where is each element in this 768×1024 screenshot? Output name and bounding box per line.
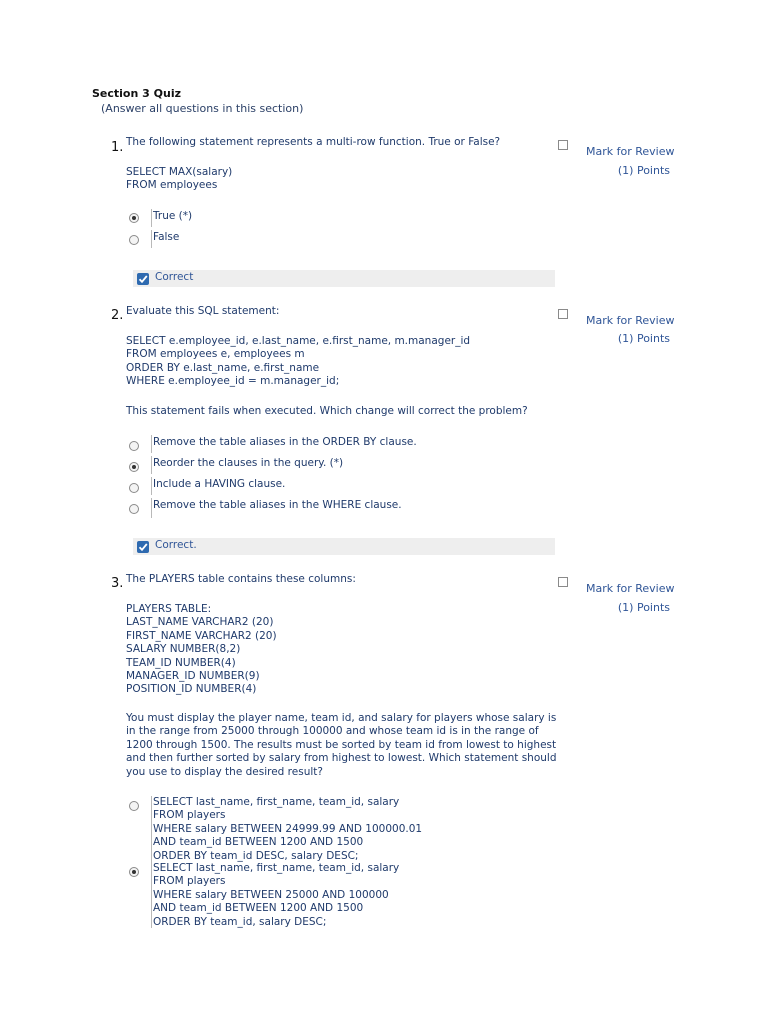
option-label-1: SELECT last_name, first_name, team_id, salary FROM players WHERE salary BETWEEN 24999.99 AND 100000.01 AND team_id BETWEEN 1200 AND 1500 ORDER BY team_id DESC, salary DESC; — [153, 796, 423, 862]
question-code: PLAYERS TABLE: LAST_NAME VARCHAR2 (20) FIRST_NAME VARCHAR2 (20) SALARY NUMBER(8,2) TEAM_ID NUMBER(4) MANAGER_ID NUMBER(9) POSITION_ID NUMBER(4) — [126, 603, 277, 696]
option-label-1: Remove the table aliases in the ORDER BY clause. — [153, 436, 417, 448]
option-radio-4[interactable] — [129, 504, 139, 514]
option-divider — [151, 230, 152, 248]
section-title: Section 3 Quiz — [92, 87, 181, 100]
question-code: SELECT e.employee_id, e.last_name, e.first_name, m.manager_id FROM employees e, employees m ORDER BY e.last_name, e.first_name WHERE e.employee_id = m.manager_id; — [126, 335, 471, 388]
option-divider — [151, 456, 152, 474]
question-prompt: Evaluate this SQL statement: — [126, 305, 280, 317]
feedback-bar — [133, 270, 555, 287]
option-radio-1[interactable] — [129, 213, 139, 223]
selected-dot — [132, 216, 136, 220]
option-label-2: False — [153, 231, 180, 243]
mark-for-review-checkbox[interactable] — [558, 140, 568, 150]
option-divider — [151, 209, 152, 227]
question-text: This statement fails when executed. Which change will correct the problem? — [126, 405, 528, 417]
option-divider — [151, 435, 152, 453]
option-label-2: Reorder the clauses in the query. (*) — [153, 457, 344, 469]
option-label-1: True (*) — [153, 210, 193, 222]
option-radio-2[interactable] — [129, 462, 139, 472]
question-code: SELECT MAX(salary) FROM employees — [126, 166, 233, 192]
selected-dot — [132, 465, 136, 469]
question-number: 1. — [111, 140, 124, 155]
mark-for-review-checkbox[interactable] — [558, 577, 568, 587]
question-text: You must display the player name, team id, and salary for players whose salary is in the range from 25000 through 100000 and whose team id is in the range of 1200 through 1500. The results must be sorted by team id from lowest to highest and then further sorted by salary from highest to lowest. Which statement should you use to display the desired result? — [126, 712, 557, 778]
option-radio-2[interactable] — [129, 867, 139, 877]
option-radio-1[interactable] — [129, 441, 139, 451]
question-number: 2. — [111, 308, 124, 323]
option-radio-2[interactable] — [129, 235, 139, 245]
mark-for-review-checkbox[interactable] — [558, 309, 568, 319]
option-radio-3[interactable] — [129, 483, 139, 493]
section-subtitle: (Answer all questions in this section) — [101, 102, 304, 115]
option-label-3: Include a HAVING clause. — [153, 478, 286, 490]
option-divider — [151, 796, 152, 862]
feedback-bar — [133, 538, 555, 555]
checkmark-icon — [137, 273, 149, 285]
option-divider — [151, 477, 152, 495]
question-prompt: The PLAYERS table contains these columns: — [126, 573, 356, 585]
mark-for-review-label[interactable]: Mark for Review — [586, 314, 675, 327]
option-divider — [151, 498, 152, 518]
points-label: (1) Points — [617, 332, 670, 345]
points-label: (1) Points — [617, 601, 670, 614]
mark-for-review-label[interactable]: Mark for Review — [586, 582, 675, 595]
option-radio-1[interactable] — [129, 801, 139, 811]
selected-dot — [132, 870, 136, 874]
option-label-2: SELECT last_name, first_name, team_id, salary FROM players WHERE salary BETWEEN 25000 AND 100000 AND team_id BETWEEN 1200 AND 1500 ORDER BY team_id, salary DESC; — [153, 862, 400, 928]
feedback-text: Correct — [155, 271, 194, 283]
points-label: (1) Points — [617, 164, 670, 177]
option-label-4: Remove the table aliases in the WHERE clause. — [153, 499, 402, 511]
question-prompt: The following statement represents a multi-row function. True or False? — [126, 136, 501, 148]
question-number: 3. — [111, 576, 124, 591]
feedback-text: Correct. — [155, 539, 197, 551]
mark-for-review-label[interactable]: Mark for Review — [586, 145, 675, 158]
option-divider — [151, 862, 152, 928]
checkmark-icon — [137, 541, 149, 553]
